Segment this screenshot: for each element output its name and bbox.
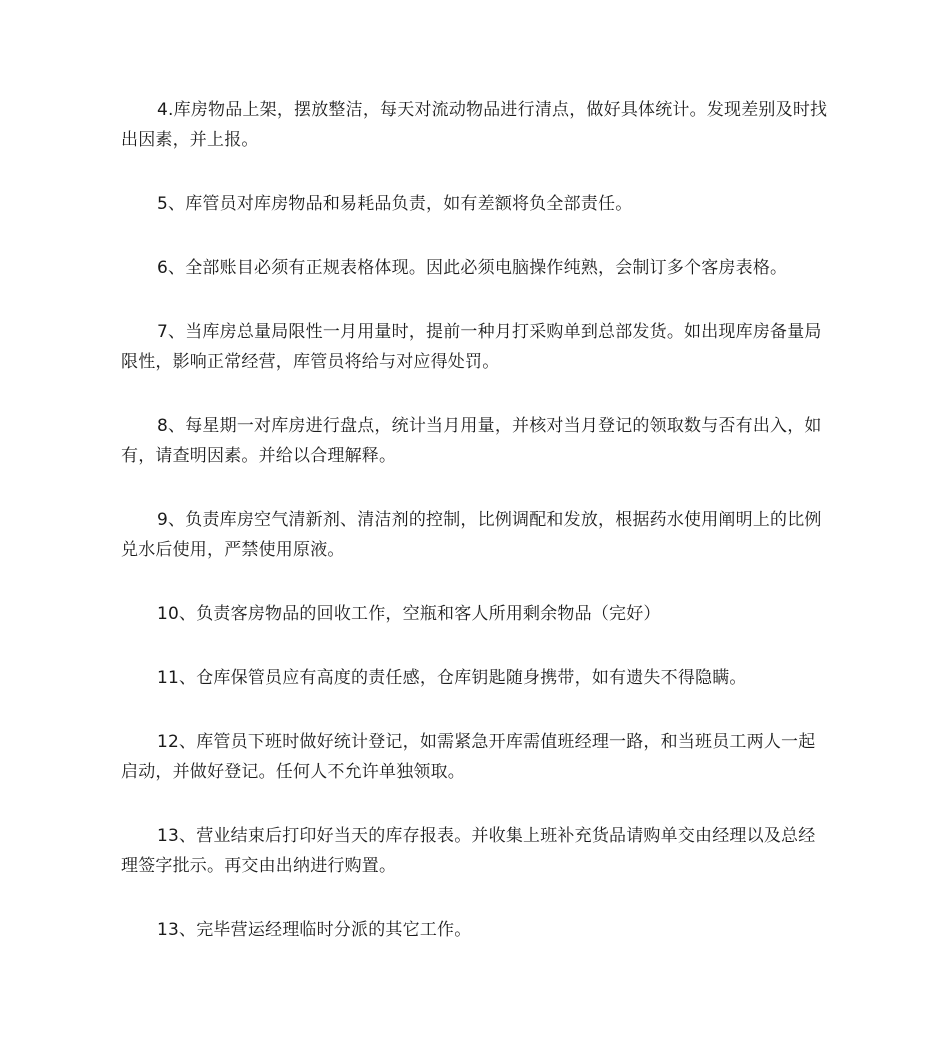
paragraph-item-4: 4.库房物品上架，摆放整洁，每天对流动物品进行清点，做好具体统计。发现差别及时找出因素，并上报。: [121, 100, 828, 150]
paragraph-item-12: 12、库管员下班时做好统计登记，如需紧急开库需值班经理一路，和当班员工两人一起启动，并做好登记。任何人不允许单独领取。: [121, 732, 816, 782]
paragraph-item-6: 6、全部账目必须有正规表格体现。因此必须电脑操作纯熟，会制订多个客房表格。: [157, 258, 788, 278]
paragraph-item-13: 13、营业结束后打印好当天的库存报表。并收集上班补充货品请购单交由经理以及总经理签字批示。再交由出纳进行购置。: [121, 826, 816, 876]
paragraph-item-5: 5、库管员对库房物品和易耗品负责，如有差额将负全部责任。: [157, 194, 633, 214]
paragraph-item-7: 7、当库房总量局限性一月用量时，提前一种月打采购单到总部发货。如出现库房备量局限性，影响正常经营，库管员将给与对应得处罚。: [121, 322, 822, 372]
document-body: [121, 95, 829, 979]
paragraph-item-11: 11、仓库保管员应有高度的责任感，仓库钥匙随身携带，如有遗失不得隐瞒。: [157, 668, 747, 688]
paragraph-item-13b: 13、完毕营运经理临时分派的其它工作。: [157, 920, 472, 940]
paragraph-item-9: 9、负责库房空气清新剂、清洁剂的控制，比例调配和发放，根据药水使用阐明上的比例兑水后使用，严禁使用原液。: [121, 510, 822, 560]
paragraph-item-10: 10、负责客房物品的回收工作，空瓶和客人所用剩余物品（完好）: [157, 604, 661, 624]
paragraph-item-8: 8、每星期一对库房进行盘点，统计当月用量，并核对当月登记的领取数与否有出入，如有，请查明因素。并给以合理解释。: [121, 416, 822, 466]
